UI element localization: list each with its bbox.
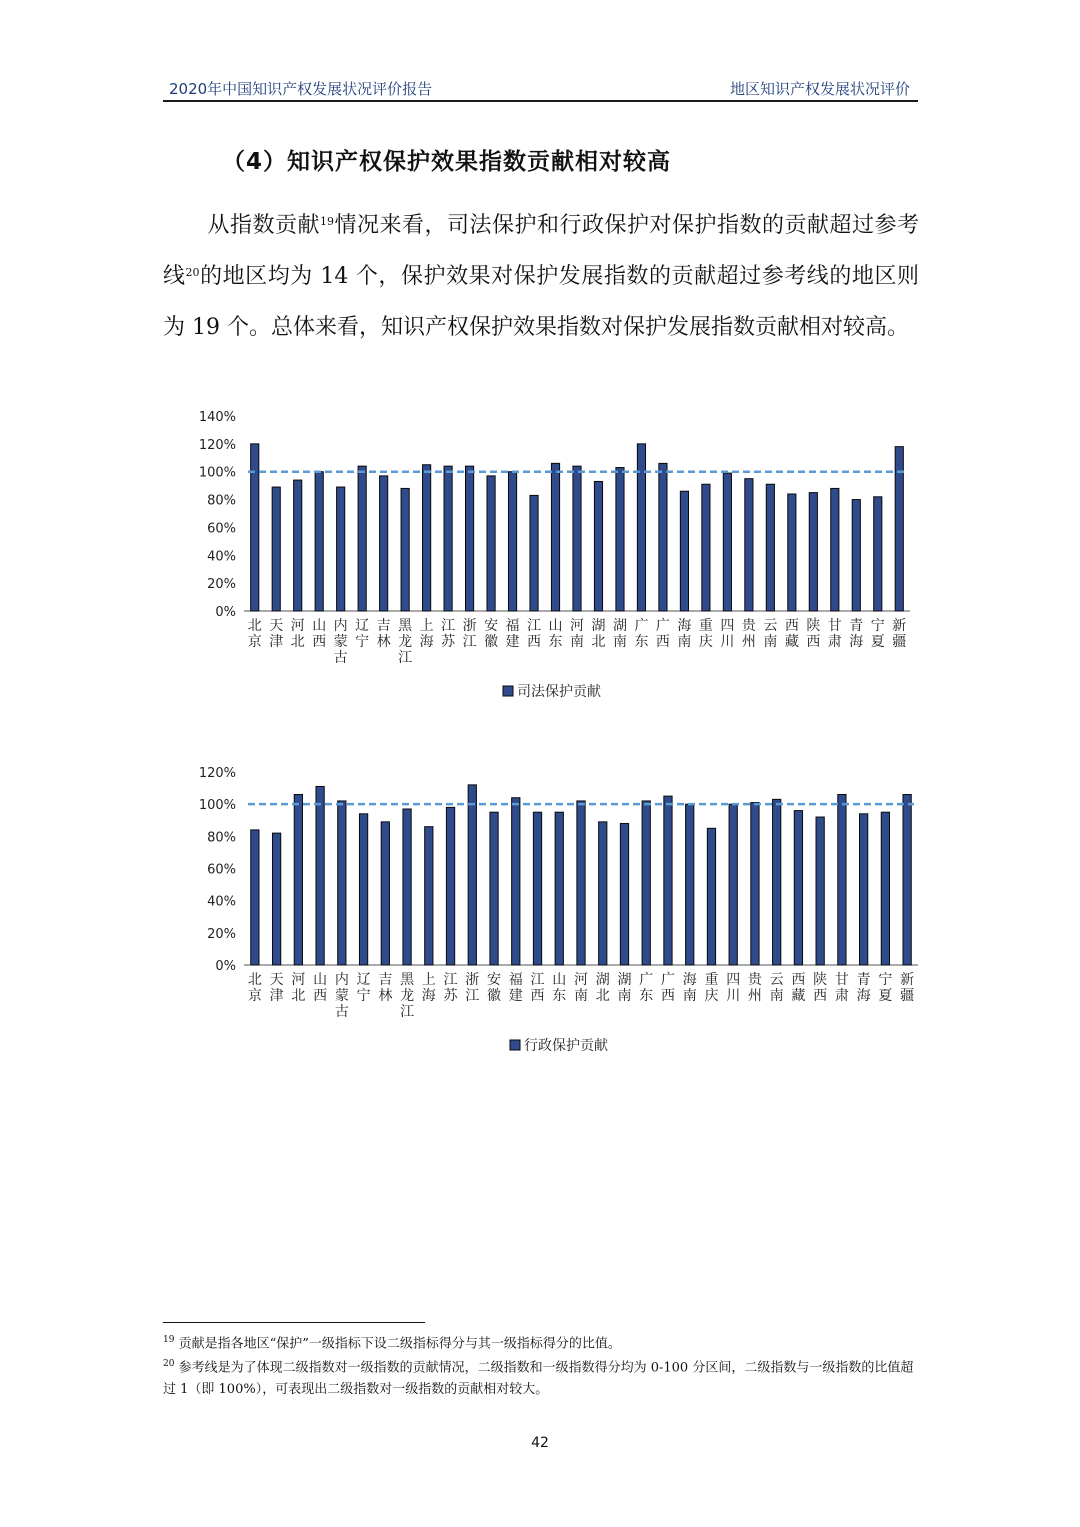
footnote-divider xyxy=(163,1322,425,1323)
bar xyxy=(359,814,367,965)
footnote-text: 参考线是为了体现二级指数对一级指数的贡献情况，二级指数和一级指数得分均为 0-100 分区间，二级指数与一级指数的比值超过 1（即 100%），可表现出二级指数对一级指数的贡献相对较大。 xyxy=(163,1360,914,1397)
body-text-part: 的地区均为 14 个，保护效果对保护发展指数的贡献超过参考线的地区则为 19 个。总体来看，知识产权保护效果指数对保护发展指数贡献相对较高。 xyxy=(163,264,919,340)
x-tick-label: 广 xyxy=(660,972,675,988)
x-tick-label: 浙 xyxy=(462,618,477,634)
bar xyxy=(903,795,911,965)
bar xyxy=(530,495,538,611)
footnote-ref-19: 19 xyxy=(320,215,334,228)
body-text-part: 从指数贡献 xyxy=(207,213,320,238)
x-tick-label: 南 xyxy=(677,634,692,650)
x-tick-label: 宁 xyxy=(878,972,893,988)
x-tick-label: 津 xyxy=(269,634,284,650)
bar xyxy=(251,830,259,965)
x-tick-label: 辽 xyxy=(355,618,370,634)
x-tick-label: 西 xyxy=(784,618,799,634)
bar xyxy=(707,828,715,965)
y-tick-label: 100% xyxy=(198,465,236,481)
x-tick-label: 江 xyxy=(462,634,477,650)
header-report-title: 2020年中国知识产权发展状况评价报告 xyxy=(169,80,433,98)
x-tick-label: 海 xyxy=(849,634,864,650)
bar xyxy=(860,814,868,965)
x-tick-label: 古 xyxy=(333,650,348,666)
x-tick-label: 肃 xyxy=(827,634,842,650)
x-tick-label: 建 xyxy=(505,634,520,650)
x-tick-label: 北 xyxy=(595,988,610,1004)
x-tick-label: 西 xyxy=(660,988,675,1004)
footnotes xyxy=(163,1330,919,1400)
x-tick-label: 青 xyxy=(849,618,864,634)
bar xyxy=(423,465,431,611)
x-tick-label: 龙 xyxy=(400,988,415,1004)
x-tick-label: 西 xyxy=(313,988,328,1004)
bar xyxy=(680,491,688,611)
legend-swatch xyxy=(503,686,513,696)
bar xyxy=(315,472,323,611)
x-tick-label: 新 xyxy=(892,618,907,634)
x-tick-label: 南 xyxy=(570,634,584,650)
y-tick-label: 60% xyxy=(207,521,236,537)
bar xyxy=(551,463,559,611)
x-tick-label: 安 xyxy=(484,618,499,634)
bar xyxy=(723,473,731,611)
x-tick-label: 庆 xyxy=(704,988,719,1004)
footnote-ref-20: 20 xyxy=(185,266,200,279)
footnote-19 xyxy=(163,1330,919,1354)
footnote-number: 19 xyxy=(163,1335,175,1345)
bar xyxy=(337,487,345,611)
x-tick-label: 藏 xyxy=(784,634,799,650)
x-tick-label: 林 xyxy=(378,988,393,1004)
y-tick-label: 0% xyxy=(215,959,236,974)
y-tick-label: 140% xyxy=(198,410,236,425)
x-tick-label: 西 xyxy=(813,988,828,1004)
legend-label: 行政保护贡献 xyxy=(524,1038,608,1054)
administrative-protection-chart xyxy=(170,760,920,1060)
section-title: （4）知识产权保护效果指数贡献相对较高 xyxy=(222,149,672,175)
footnote-number: 20 xyxy=(163,1359,175,1370)
x-tick-label: 海 xyxy=(677,618,692,634)
x-tick-label: 陕 xyxy=(813,972,828,988)
judicial-protection-chart xyxy=(170,404,920,704)
x-tick-label: 州 xyxy=(741,634,756,650)
x-tick-label: 湖 xyxy=(612,618,627,634)
bar xyxy=(766,484,774,611)
x-tick-label: 海 xyxy=(682,972,697,988)
bar xyxy=(686,804,694,965)
x-tick-label: 川 xyxy=(726,988,741,1004)
x-tick-label: 江 xyxy=(441,618,456,634)
x-tick-label: 陕 xyxy=(806,618,821,634)
y-tick-label: 80% xyxy=(207,830,236,846)
bar xyxy=(616,468,624,611)
bar xyxy=(664,796,672,965)
x-tick-label: 安 xyxy=(487,972,502,988)
bar xyxy=(729,804,737,965)
x-tick-label: 江 xyxy=(443,972,458,988)
x-tick-label: 宁 xyxy=(355,634,370,650)
bar xyxy=(573,466,581,611)
x-tick-label: 天 xyxy=(269,972,284,988)
footnote-20 xyxy=(163,1354,919,1399)
x-tick-label: 海 xyxy=(419,634,434,650)
x-tick-label: 西 xyxy=(312,634,327,650)
bar xyxy=(294,795,302,965)
bar xyxy=(401,488,409,611)
x-tick-label: 内 xyxy=(334,972,349,988)
bar xyxy=(508,472,516,611)
x-tick-label: 河 xyxy=(291,972,306,988)
page-header xyxy=(163,76,918,102)
bar xyxy=(512,798,520,965)
bar xyxy=(465,466,473,611)
y-tick-label: 120% xyxy=(198,437,236,453)
bar xyxy=(446,807,454,965)
x-tick-label: 京 xyxy=(247,634,262,650)
x-tick-label: 河 xyxy=(570,618,584,634)
x-tick-label: 新 xyxy=(900,972,915,988)
x-tick-label: 西 xyxy=(791,972,806,988)
x-tick-label: 徽 xyxy=(487,988,502,1004)
bar xyxy=(816,817,824,965)
x-tick-label: 重 xyxy=(698,618,713,634)
bar xyxy=(487,476,495,611)
bar xyxy=(251,444,259,611)
x-tick-label: 北 xyxy=(291,988,306,1004)
x-tick-label: 浙 xyxy=(465,972,480,988)
x-tick-label: 甘 xyxy=(834,972,849,988)
bar xyxy=(272,487,280,611)
x-tick-label: 苏 xyxy=(443,988,458,1004)
x-tick-label: 青 xyxy=(856,972,871,988)
x-tick-label: 福 xyxy=(508,972,523,988)
x-tick-label: 夏 xyxy=(878,988,893,1004)
legend xyxy=(503,683,601,700)
bar xyxy=(831,488,839,611)
bar xyxy=(881,812,889,965)
bar xyxy=(381,822,389,965)
bar xyxy=(294,480,302,611)
bar xyxy=(637,444,645,611)
footnote-text: 贡献是指各地区“保护”一级指标下设二级指标得分与其一级指标得分的比值。 xyxy=(174,1336,621,1352)
x-tick-label: 云 xyxy=(763,618,778,634)
x-tick-label: 广 xyxy=(639,972,654,988)
x-tick-label: 山 xyxy=(548,618,563,634)
x-tick-label: 江 xyxy=(530,972,545,988)
x-tick-label: 苏 xyxy=(441,634,456,650)
x-tick-label: 西 xyxy=(530,988,545,1004)
x-tick-label: 徽 xyxy=(484,634,499,650)
x-tick-label: 西 xyxy=(655,634,670,650)
body-paragraph xyxy=(163,200,919,353)
x-tick-label: 黑 xyxy=(400,972,415,988)
y-tick-label: 100% xyxy=(198,798,236,814)
bar xyxy=(702,484,710,611)
bar xyxy=(745,479,753,611)
x-tick-label: 江 xyxy=(465,988,480,1004)
bar xyxy=(533,812,541,965)
bar xyxy=(838,795,846,965)
x-tick-label: 辽 xyxy=(356,972,371,988)
x-tick-label: 贵 xyxy=(741,618,756,634)
bar xyxy=(642,801,650,965)
x-tick-label: 海 xyxy=(856,988,871,1004)
bar xyxy=(599,822,607,965)
x-tick-label: 上 xyxy=(419,618,434,634)
y-tick-label: 40% xyxy=(207,894,236,910)
x-tick-label: 江 xyxy=(527,618,542,634)
x-tick-label: 东 xyxy=(634,634,649,650)
bar xyxy=(380,476,388,611)
bar xyxy=(794,811,802,965)
bar xyxy=(809,493,817,611)
x-tick-label: 庆 xyxy=(698,634,713,650)
x-tick-label: 海 xyxy=(421,988,436,1004)
x-tick-label: 北 xyxy=(247,972,262,988)
bar xyxy=(425,827,433,965)
x-tick-label: 东 xyxy=(552,988,567,1004)
bar xyxy=(403,809,411,965)
legend xyxy=(510,1037,608,1054)
x-tick-label: 夏 xyxy=(870,634,885,650)
y-tick-label: 20% xyxy=(207,577,236,593)
x-tick-label: 南 xyxy=(617,988,632,1004)
bar xyxy=(316,786,324,965)
x-tick-label: 北 xyxy=(290,634,305,650)
x-tick-label: 山 xyxy=(313,972,328,988)
bar xyxy=(594,481,602,611)
x-tick-label: 东 xyxy=(548,634,563,650)
x-tick-label: 川 xyxy=(720,634,735,650)
y-tick-label: 20% xyxy=(207,926,236,942)
x-tick-label: 广 xyxy=(655,618,670,634)
x-tick-label: 云 xyxy=(769,972,784,988)
y-tick-label: 60% xyxy=(207,862,236,878)
x-tick-label: 宁 xyxy=(356,988,371,1004)
x-tick-label: 吉 xyxy=(376,618,391,634)
x-tick-label: 江 xyxy=(398,650,413,666)
x-tick-label: 南 xyxy=(612,634,627,650)
x-tick-label: 津 xyxy=(269,988,284,1004)
bar xyxy=(620,823,628,965)
x-tick-label: 吉 xyxy=(378,972,393,988)
header-chapter-title: 地区知识产权发展状况评价 xyxy=(729,80,910,98)
x-tick-label: 天 xyxy=(269,618,284,634)
x-tick-label: 南 xyxy=(574,988,588,1004)
bar xyxy=(272,833,280,965)
x-tick-label: 湖 xyxy=(595,972,610,988)
x-tick-label: 疆 xyxy=(900,988,915,1004)
bar xyxy=(490,812,498,965)
x-tick-label: 南 xyxy=(682,988,697,1004)
x-tick-label: 西 xyxy=(527,634,542,650)
x-tick-label: 甘 xyxy=(827,618,842,634)
x-tick-label: 京 xyxy=(247,988,262,1004)
x-tick-label: 重 xyxy=(704,972,719,988)
x-tick-label: 上 xyxy=(421,972,436,988)
x-tick-label: 疆 xyxy=(892,634,907,650)
x-tick-label: 河 xyxy=(574,972,588,988)
x-tick-label: 南 xyxy=(769,988,784,1004)
x-tick-label: 藏 xyxy=(791,988,806,1004)
x-tick-label: 州 xyxy=(747,988,762,1004)
y-tick-label: 0% xyxy=(215,605,236,620)
x-tick-label: 四 xyxy=(726,972,741,988)
bar xyxy=(444,466,452,611)
x-tick-label: 江 xyxy=(400,1004,415,1020)
bar xyxy=(773,799,781,965)
x-tick-label: 古 xyxy=(334,1004,349,1020)
x-tick-label: 北 xyxy=(247,618,262,634)
x-tick-label: 贵 xyxy=(747,972,762,988)
x-tick-label: 龙 xyxy=(398,634,413,650)
page-number: 42 xyxy=(531,1435,549,1451)
bar xyxy=(338,801,346,965)
x-tick-label: 蒙 xyxy=(333,634,348,650)
x-tick-label: 肃 xyxy=(834,988,849,1004)
legend-swatch xyxy=(510,1040,520,1050)
x-tick-label: 黑 xyxy=(398,618,413,634)
x-tick-label: 湖 xyxy=(617,972,632,988)
x-tick-label: 四 xyxy=(720,618,735,634)
bar xyxy=(659,463,667,611)
x-tick-label: 广 xyxy=(634,618,649,634)
x-tick-label: 林 xyxy=(376,634,391,650)
x-tick-label: 福 xyxy=(505,618,520,634)
x-tick-label: 湖 xyxy=(591,618,606,634)
x-tick-label: 河 xyxy=(290,618,305,634)
y-tick-label: 80% xyxy=(207,493,236,509)
bar xyxy=(874,497,882,611)
x-tick-label: 东 xyxy=(639,988,654,1004)
bar xyxy=(358,466,366,611)
y-tick-label: 40% xyxy=(207,549,236,565)
x-tick-label: 北 xyxy=(591,634,606,650)
x-tick-label: 蒙 xyxy=(334,988,349,1004)
bar xyxy=(788,494,796,611)
bar xyxy=(751,803,759,965)
bar xyxy=(852,500,860,611)
bar xyxy=(555,812,563,965)
y-tick-label: 120% xyxy=(198,766,236,781)
x-tick-label: 南 xyxy=(763,634,778,650)
legend-label: 司法保护贡献 xyxy=(517,684,601,700)
x-tick-label: 宁 xyxy=(870,618,885,634)
x-tick-label: 内 xyxy=(333,618,348,634)
body-text-part: 情况来看，司法保护和行政保护对保护指数的贡献超过参考线 xyxy=(163,213,919,289)
x-tick-label: 西 xyxy=(806,634,821,650)
x-tick-label: 山 xyxy=(552,972,567,988)
bar xyxy=(468,785,476,965)
x-tick-label: 建 xyxy=(508,988,523,1004)
bar xyxy=(577,801,585,965)
x-tick-label: 山 xyxy=(312,618,327,634)
